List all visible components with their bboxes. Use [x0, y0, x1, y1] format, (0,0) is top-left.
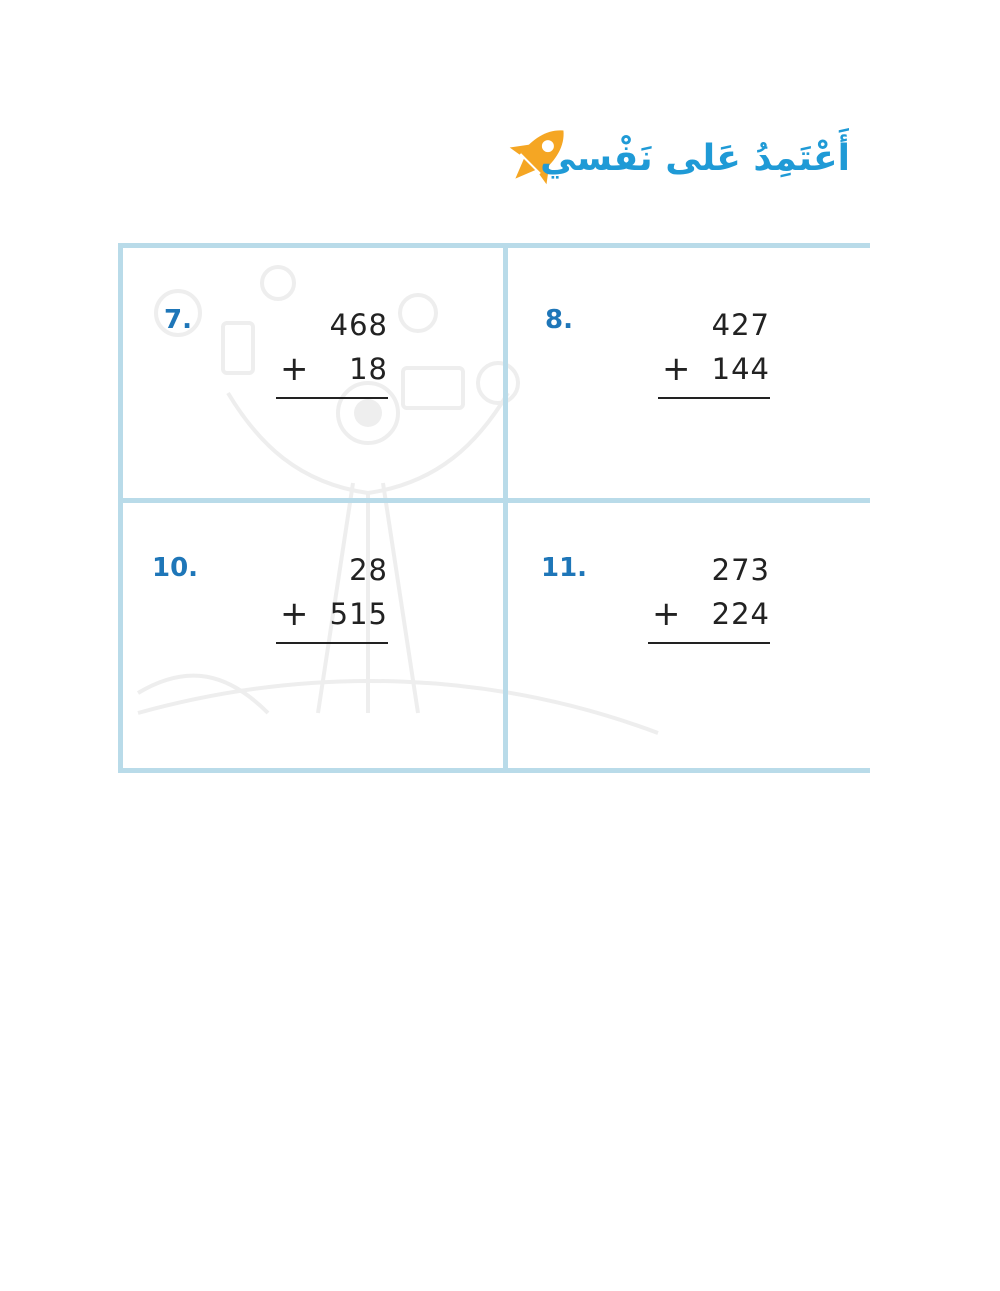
addition-problem	[278, 303, 388, 391]
addition-problem	[278, 548, 388, 636]
addend-bottom: 144	[711, 352, 770, 386]
addend-bottom: 224	[711, 597, 770, 631]
answer-line	[276, 397, 388, 399]
addend-row	[278, 592, 388, 636]
answer-line	[648, 642, 770, 644]
problem-cell-7	[118, 243, 498, 503]
addend-bottom: 515	[329, 597, 388, 631]
addition-worksheet	[118, 243, 870, 773]
addend-top: 427	[711, 308, 770, 342]
problem-cell-10	[118, 503, 498, 763]
addend-bottom: 18	[349, 352, 388, 386]
addend-top: 28	[349, 553, 388, 587]
problem-number: 8.	[545, 305, 573, 335]
plus-sign: +	[662, 349, 691, 389]
addition-problem	[660, 303, 770, 391]
addend-row	[650, 592, 770, 636]
plus-sign: +	[280, 594, 309, 634]
addend-top: 273	[711, 553, 770, 587]
addend-row	[660, 347, 770, 391]
section-title: أَعْتَمِدُ عَلى نَفْسي	[540, 138, 850, 179]
answer-line	[276, 642, 388, 644]
problem-number: 10.	[152, 553, 199, 583]
plus-sign: +	[652, 594, 681, 634]
addend-row	[278, 347, 388, 391]
problem-cell-11	[503, 503, 870, 763]
plus-sign: +	[280, 349, 309, 389]
problem-number: 11.	[541, 553, 588, 583]
grid-line-bottom	[118, 768, 870, 773]
section-header	[490, 108, 860, 198]
problem-number: 7.	[164, 305, 192, 335]
problem-cell-8	[503, 243, 870, 503]
addend-top: 468	[329, 308, 388, 342]
answer-line	[658, 397, 770, 399]
addition-problem	[650, 548, 770, 636]
